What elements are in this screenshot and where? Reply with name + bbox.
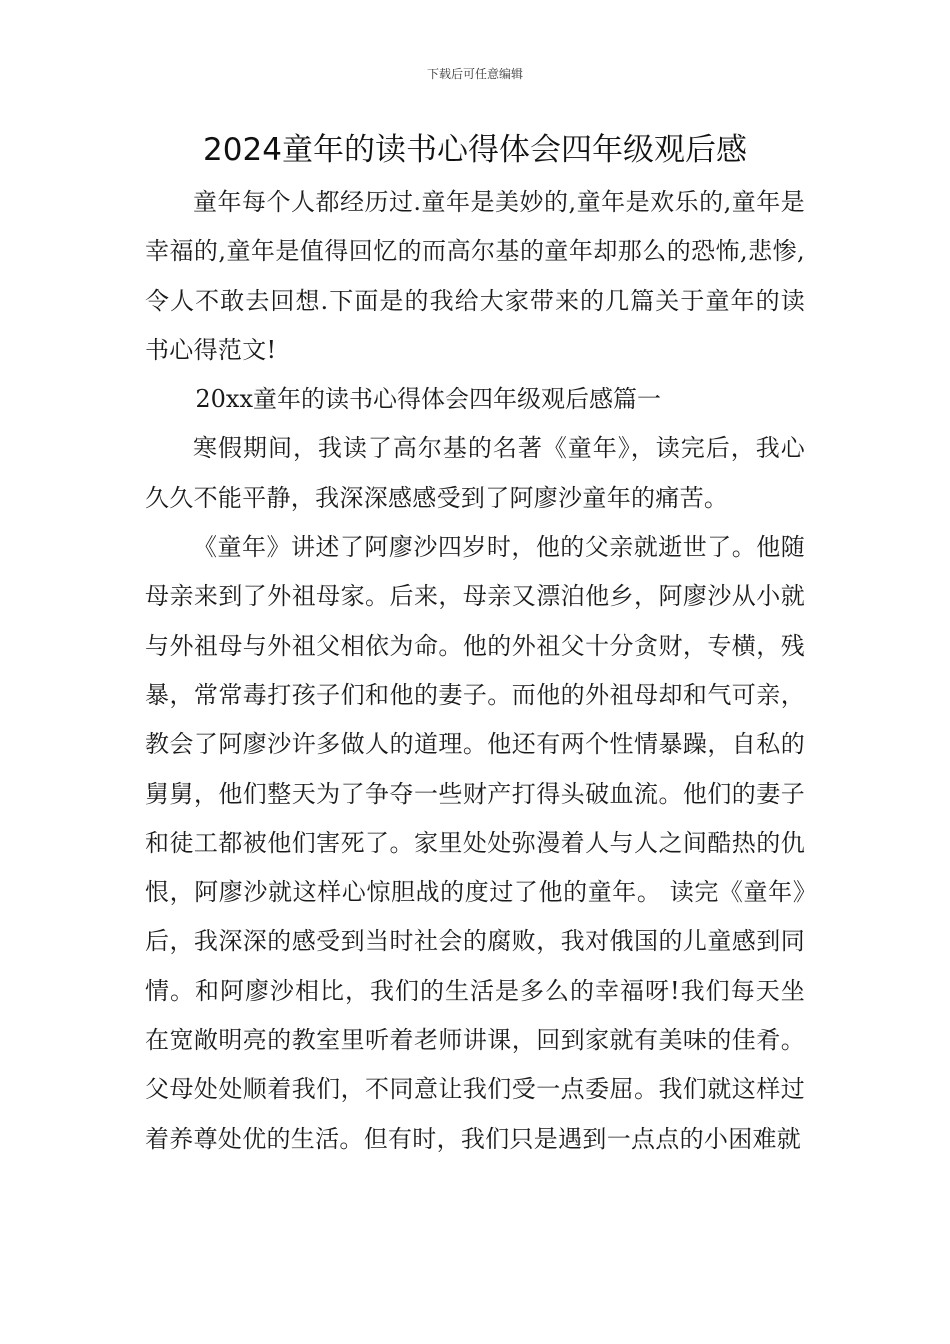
document-body (145, 178, 805, 1164)
body-paragraph: 《童年》讲述了阿廖沙四岁时，他的父亲就逝世了。他随母亲来到了外祖母家。后来，母亲又漂泊他乡，阿廖沙从小就与外祖母与外祖父相依为命。他的外祖父十分贪财，专横，残暴，常常毒打孩子们和他的妻子。而他的外祖母却和气可亲，教会了阿廖沙许多做人的道理。他还有两个性情暴躁，自私的舅舅，他们整天为了争夺一些财产打得头破血流。他们的妻子和徒工都被他们害死了。家里处处弥漫着人与人之间酷热的仇恨，阿廖沙就这样心惊胆战的度过了他的童年。 读完《童年》后，我深深的感受到当时社会的腐败，我对俄国的儿童感到同情。和阿廖沙相比，我们的生活是多么的幸福呀!我们每天坐在宽敞明亮的教室里听着老师讲课，回到家就有美味的佳肴。父母处处顺着我们，不同意让我们受一点委屈。我们就这样过着养尊处优的生活。但有时，我们只是遇到一点点的小困难就 (145, 533, 805, 1153)
intro-paragraph: 童年每个人都经历过.童年是美妙的,童年是欢乐的,童年是幸福的,童年是值得回忆的而高尔基的童年却那么的恐怖,悲惨,令人不敢去回想.下面是的我给大家带来的几篇关于童年的读书心得范文! (145, 188, 805, 364)
document-title: 2024童年的读书心得体会四年级观后感 (203, 132, 747, 168)
body-paragraph: 寒假期间，我读了高尔基的名著《童年》，读完后，我心久久不能平静，我深深感感受到了阿廖沙童年的痛苦。 (145, 434, 805, 512)
header-note: 下载后可任意编辑 (426, 67, 523, 81)
section-heading: 20xx童年的读书心得体会四年级观后感篇一 (195, 385, 661, 414)
